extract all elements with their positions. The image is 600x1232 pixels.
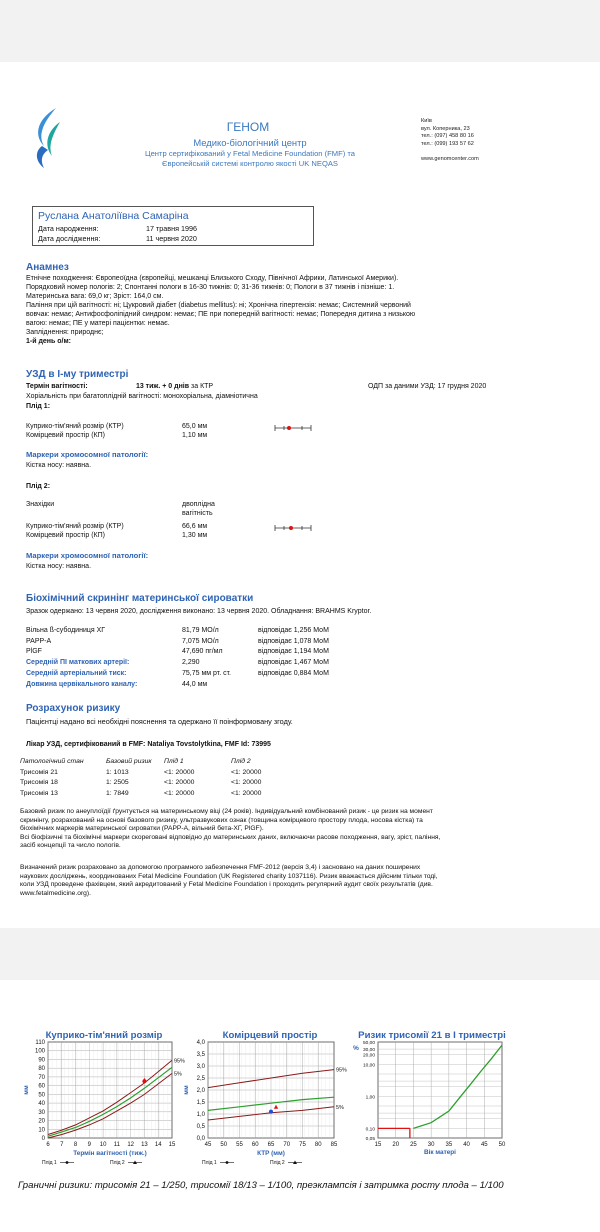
fetus2-findings-value1: двоплідна xyxy=(182,501,215,508)
fetus2-ktr-value: 66,6 мм xyxy=(182,523,208,530)
odp-date: ОДП за даними УЗД: 17 грудня 2020 xyxy=(368,383,487,390)
fetus2-findings-label: Знахідки xyxy=(26,501,55,508)
bio-row-mom: відповідає 0,884 МоМ xyxy=(258,669,329,677)
threshold-note: Граничні ризики: трисомія 21 – 1/250, трисомії 18/13 – 1/100, преэклампсія і затримка росту плода – 1/100 xyxy=(18,1180,504,1191)
legend-marker xyxy=(66,1161,69,1164)
bio-row xyxy=(26,626,329,637)
x-tick-label: 65 xyxy=(267,1142,275,1148)
chart-title: Ризик трисомії 21 в І триместрі xyxy=(358,1030,506,1041)
x-tick-label: 11 xyxy=(113,1142,121,1148)
y-tick-label: 1,0 xyxy=(196,1112,205,1118)
bio-row xyxy=(26,647,329,658)
fetus1-ktr-label: Куприко-тім'яний розмір (КТР) xyxy=(26,423,124,430)
y-tick-label: 30,00 xyxy=(362,1048,375,1054)
bio-row-value: 2,290 xyxy=(182,659,200,667)
bio-row-value: 47,690 пг/мл xyxy=(182,648,223,656)
y-tick-label: 0,5 xyxy=(196,1124,205,1130)
fetus1-range-marker-icon xyxy=(274,424,312,432)
y-axis-label: мм xyxy=(23,1085,30,1095)
chart-title: Куприко-тім'яний розмір xyxy=(45,1030,163,1041)
x-tick-label: 30 xyxy=(427,1142,435,1148)
contacts-street: вул. Коперника, 23 xyxy=(421,125,470,132)
series-label: 95% xyxy=(336,1067,347,1074)
y-tick-label: 110 xyxy=(35,1040,45,1046)
risk-title: Розрахунок ризику xyxy=(26,703,121,714)
fetus1-ktr-row xyxy=(26,422,207,431)
patient-exam-label: Дата дослідження: xyxy=(38,233,101,243)
top-margin xyxy=(0,0,600,62)
y-tick-label: 50,00 xyxy=(362,1041,375,1046)
risk-table-header xyxy=(20,757,261,768)
x-tick-label: 50 xyxy=(220,1142,228,1148)
anamnez-text xyxy=(26,274,586,346)
patient-box xyxy=(32,206,314,246)
y-tick-label: 30 xyxy=(38,1109,45,1116)
risk-note1 xyxy=(20,808,584,851)
y-tick-label: 0,10 xyxy=(365,1127,375,1133)
fetus2-kp-label: Комірцевий простір (КП) xyxy=(26,532,105,539)
fetus2-kp-value: 1,30 мм xyxy=(182,532,208,539)
risk-table-cell: Трисомія 13 xyxy=(20,789,58,797)
y-tick-label: 3,5 xyxy=(196,1052,205,1058)
x-tick-label: 50 xyxy=(498,1142,506,1148)
x-tick-label: 10 xyxy=(99,1142,107,1148)
term-value: 13 тиж. + 0 днів xyxy=(135,383,190,390)
fetus1-kp-label: Комірцевий простір (КП) xyxy=(26,432,105,439)
fetus2-heading: Плід 2: xyxy=(26,483,51,490)
lab-cert-line2: Європейській системі контролю якості UK NEQAS xyxy=(162,159,338,168)
fetus2-kp-row xyxy=(26,531,215,540)
x-tick-label: 14 xyxy=(154,1142,162,1148)
risk-table-cell: <1: 20000 xyxy=(231,779,262,786)
x-tick-label: 70 xyxy=(283,1142,291,1148)
fetus2-measurements xyxy=(26,500,215,540)
y-tick-label: 20 xyxy=(38,1118,45,1125)
fetus2-nose: Кістка носу: наявна. xyxy=(26,563,92,570)
anamnez-line3: Материнська вага: 69,0 кг; Зріст: 164,0 см. xyxy=(26,293,164,300)
fetus2-markers-heading: Маркери хромосомної патології: xyxy=(26,551,149,560)
fetus1-ktr-value: 65,0 мм xyxy=(182,423,208,430)
y-tick-label: 60 xyxy=(38,1083,45,1090)
x-tick-label: 15 xyxy=(168,1142,176,1148)
bio-row-mom: відповідає 1,078 МоМ xyxy=(258,637,329,645)
anamnez-line7: Запліднення: природнє; xyxy=(26,329,104,336)
bio-row-mom: відповідає 1,194 МоМ xyxy=(258,648,329,656)
risk-table-cell: 1: 1013 xyxy=(106,768,129,776)
anamnez-line2: Порядковий номер пологів: 2; Спонтанні пологи в 16-30 тижнів: 0; 31-36 тижнів: 0; Пологи в 37 тижнів і пізніше: 1. xyxy=(26,284,395,291)
risk-table xyxy=(20,757,261,799)
chart-frame xyxy=(378,1042,502,1138)
contacts-web: www.genomcenter.com xyxy=(421,156,479,163)
doctor-line: Лікар УЗД, сертифікований в FMF: Nataliya Tovstolytkina, FMF Id: 73995 xyxy=(26,741,271,748)
note2-line3: коли УЗД проведене фахівцем, який акредитований у Fetal Medicine Foundation і проходить регулярний аудит своїх результатів (див. xyxy=(20,881,433,889)
charts-area xyxy=(0,980,600,1176)
y-tick-label: 2,0 xyxy=(196,1088,205,1094)
y-tick-label: 1,00 xyxy=(365,1095,375,1101)
bio-row-mom: відповідає 1,467 МоМ xyxy=(258,659,329,667)
y-tick-label: 90 xyxy=(38,1057,45,1064)
patient-dob: 17 травня 1996 xyxy=(146,224,197,233)
y-axis-label: мм xyxy=(183,1085,190,1095)
y-tick-label: 1,5 xyxy=(196,1100,205,1106)
fetus1-kp-value: 1,10 мм xyxy=(182,432,208,439)
bio-row-label: PlGF xyxy=(26,648,42,656)
x-tick-label: 13 xyxy=(141,1142,148,1148)
x-tick-label: 80 xyxy=(314,1142,322,1148)
risk-table-cell: <1: 20000 xyxy=(164,779,195,786)
risk-table-head-cell: Патологічний стан xyxy=(20,758,84,765)
y-tick-label: 40 xyxy=(38,1101,45,1108)
note1-line5: засіб концепції та число пологів. xyxy=(20,842,121,850)
x-tick-label: 35 xyxy=(445,1142,453,1148)
series-label: 5% xyxy=(336,1104,344,1111)
note2-line2: наукових досліджень, координованих Fetal Medicine Foundation (UK Registered charity 1037116). Ризик вважається дійсним тільки тоді, xyxy=(20,872,438,880)
y-tick-label: 4,0 xyxy=(196,1040,205,1046)
x-tick-label: 85 xyxy=(330,1142,338,1148)
y-axis-label: % xyxy=(353,1045,359,1052)
anamnez-line5: вовчак: немає; Антифосфоліпідний синдром: немає; ПЕ при попередній вагітності: немає; Попередня дитина з низькою xyxy=(26,311,416,318)
anamnez-line6: вагою: немає; ПЕ у матері пацієнтки: немає. xyxy=(26,320,170,327)
term-row xyxy=(26,382,213,391)
y-tick-label: 80 xyxy=(38,1066,45,1073)
fetus1-markers-heading: Маркери хромосомної патології: xyxy=(26,450,149,459)
bio-row-label: Довжина цервікального каналу: xyxy=(26,680,138,688)
genom-logo-icon xyxy=(30,106,70,170)
fetus2-findings-value2: вагітність xyxy=(182,510,213,517)
risk-table-cell: 1: 7849 xyxy=(106,789,129,797)
risk-table-cell: <1: 20000 xyxy=(231,768,262,776)
fetus2-range-marker-icon xyxy=(274,524,312,532)
anamnez-line4: Паління при цій вагітності: ні; Цукровий діабет (diabetus mellitus): ні; Хронічна гіпертензія: немає; Системний червоний xyxy=(26,302,411,309)
fetus1-measurements xyxy=(26,422,207,440)
fetus-point xyxy=(269,1110,273,1114)
fetus2-findings-row xyxy=(26,500,215,509)
bio-row xyxy=(26,658,329,669)
y-tick-label: 10,00 xyxy=(362,1063,375,1069)
bio-row xyxy=(26,637,329,648)
lab-name: ГЕНОМ xyxy=(226,120,270,134)
bio-row-mom: відповідає 1,256 МоМ xyxy=(258,627,329,634)
lab-cert-line1: Центр сертифікований у Fetal Medicine Foundation (FMF) та xyxy=(144,149,356,158)
legend-label: Плід 2 xyxy=(270,1160,285,1166)
y-tick-label: 50 xyxy=(38,1092,45,1099)
x-tick-label: 25 xyxy=(410,1142,417,1148)
series-label: 95% xyxy=(174,1058,185,1065)
y-tick-label: 0,05 xyxy=(365,1137,375,1142)
note1-line2: скринінгу, розрахований на основі базового ризику, ультразвукових ознак (товщина комірцевого простору плода, носова кістка) та xyxy=(20,816,423,824)
x-tick-label: 8 xyxy=(73,1142,78,1148)
uzd-title: УЗД в І-му триместрі xyxy=(26,369,129,380)
risk-table-cell: <1: 20000 xyxy=(231,789,262,797)
bio-row-label: Середній артеріальний тиск: xyxy=(26,669,127,677)
horion: Хоріальність при багатоплідній вагітності: монохоріальна, діамніотична xyxy=(26,393,258,400)
report-page-1 xyxy=(0,62,600,928)
note1-line1: Базовий ризик по анеуплоїдії ґрунтується на материнському віці (24 років). Індивідуальний комбінований ризик - це ризик на момент xyxy=(20,808,433,815)
bio-row-label: Середній ПІ маткових артерії: xyxy=(26,659,130,667)
y-tick-label: 70 xyxy=(38,1074,45,1081)
risk-consent: Пацієнтці надано всі необхідні пояснення та одержано її поінформовану згоду. xyxy=(26,717,293,726)
patient-exam: 11 червня 2020 xyxy=(146,233,197,243)
series-label: 5% xyxy=(174,1071,182,1078)
note2-line1: Визначений ризик розраховано за допомогою програмного забезпечення FMF-2012 (версія 3,4) і засновано на даних поширених xyxy=(20,864,421,871)
x-tick-label: 45 xyxy=(204,1142,212,1148)
contacts-tel2: тел.: (099) 193 57 62 xyxy=(421,140,474,147)
note2-line4: www.fetalmedicine.org). xyxy=(20,889,91,897)
bio-row xyxy=(26,669,329,680)
patient-name: Руслана Анатоліївна Самаріна xyxy=(38,210,189,222)
x-axis-label: КТР (мм) xyxy=(257,1150,285,1157)
bio-sample: Зразок одержано: 13 червня 2020, дослідження виконано: 13 червня 2020. Обладнання: BRAHMS Kryptor. xyxy=(26,608,372,615)
x-tick-label: 45 xyxy=(480,1142,488,1148)
risk-note2 xyxy=(20,864,584,898)
term-label: Термін вагітності: xyxy=(26,383,88,390)
x-tick-label: 6 xyxy=(46,1142,50,1148)
bio-row xyxy=(26,680,329,691)
x-tick-label: 40 xyxy=(463,1142,470,1148)
page-gap xyxy=(0,928,600,980)
anamnez-line1: Етнічне походження: Європеоїдна (європейці, мешканці Близького Сходу, Північної Африки, Латинської Америки). xyxy=(26,275,399,282)
x-tick-label: 20 xyxy=(392,1142,400,1148)
bio-table xyxy=(26,626,329,690)
risk-table-row xyxy=(20,789,261,800)
fetus2-findings-row2 xyxy=(26,509,215,518)
contacts-tel1: тел.: (097) 458 80 16 xyxy=(421,133,474,140)
y-tick-label: 2,5 xyxy=(196,1076,205,1082)
patient-exam-row xyxy=(38,234,308,244)
risk-table-cell: <1: 20000 xyxy=(164,789,195,797)
patient-dob-label: Дата народження: xyxy=(38,224,99,233)
bio-row-label: Вільна ß-субодиниця ХГ xyxy=(26,627,106,634)
risk-table-cell: <1: 20000 xyxy=(164,768,195,776)
report-page-2 xyxy=(0,980,600,1232)
x-tick-label: 55 xyxy=(236,1142,243,1148)
legend-label: Плід 1 xyxy=(42,1160,57,1166)
contacts-city: Київ xyxy=(421,118,432,124)
lab-subtitle-block xyxy=(120,137,380,169)
risk-table-head-cell: Базовий ризик xyxy=(106,758,152,765)
x-tick-label: 60 xyxy=(251,1142,259,1148)
lab-subtitle: Медико-біологічний центр xyxy=(193,137,307,148)
term-suffix: за КТР xyxy=(191,383,214,390)
x-axis-label: Термін вагітності (тиж.) xyxy=(73,1150,147,1157)
x-tick-label: 9 xyxy=(87,1142,92,1148)
y-tick-label: 20,00 xyxy=(362,1053,375,1059)
anamnez-title: Анамнез xyxy=(26,262,69,273)
y-tick-label: 3,0 xyxy=(196,1064,205,1070)
y-tick-label: 0 xyxy=(41,1136,45,1142)
risk-table-cell: Трисомія 18 xyxy=(20,779,58,786)
legend-marker xyxy=(226,1161,229,1164)
risk-table-cell: Трисомія 21 xyxy=(20,768,58,776)
anamnez-line8: 1-й день о/м: xyxy=(26,338,72,345)
note1-line3: біохімічних маркерів материнської сироватки (PAPP-A, вільний бета-ХГ, PlGF). xyxy=(20,825,264,833)
fetus1-kp-row xyxy=(26,431,207,440)
patient-dob-row xyxy=(38,224,308,234)
y-tick-label: 10 xyxy=(38,1127,45,1134)
legend-label: Плід 2 xyxy=(110,1160,125,1166)
x-tick-label: 75 xyxy=(299,1142,306,1148)
bio-row-value: 75,75 мм рт. ст. xyxy=(182,669,231,677)
fetus2-ktr-label: Куприко-тім'яний розмір (КТР) xyxy=(26,523,124,530)
x-tick-label: 12 xyxy=(127,1142,135,1148)
bio-title: Біохімічний скринінг материнської сироватки xyxy=(26,593,254,604)
legend-label: Плід 1 xyxy=(202,1160,217,1166)
y-tick-label: 0,0 xyxy=(196,1136,205,1142)
fetus2-ktr-row xyxy=(26,522,215,531)
note1-line4: Всі біофізичні та біохімічні маркери скореговані відповідно до материнських даних, включаючи расове походження, вагу, зріст, паління, xyxy=(20,833,441,841)
risk-table-row xyxy=(20,778,261,789)
bio-row-label: PAPP-A xyxy=(26,637,52,645)
bio-row-value: 7,075 МО/л xyxy=(182,637,219,645)
risk-table-row xyxy=(20,768,261,779)
bio-row-value: 44,0 мм xyxy=(182,680,208,688)
risk-table-cell: 1: 2505 xyxy=(106,779,129,786)
chart-title: Комірцевий простір xyxy=(222,1030,318,1041)
risk-table-head-cell: Плід 1 xyxy=(164,758,184,765)
bio-row-value: 81,79 МО/л xyxy=(182,627,219,634)
fetus1-heading: Плід 1: xyxy=(26,403,51,410)
x-axis-label: Вік матері xyxy=(424,1149,456,1156)
x-tick-label: 7 xyxy=(60,1142,64,1148)
risk-table-head-cell: Плід 2 xyxy=(231,758,251,765)
contacts xyxy=(421,118,479,164)
x-tick-label: 15 xyxy=(374,1142,382,1148)
y-tick-label: 100 xyxy=(34,1048,45,1055)
fetus1-nose: Кістка носу: наявна. xyxy=(26,462,92,469)
